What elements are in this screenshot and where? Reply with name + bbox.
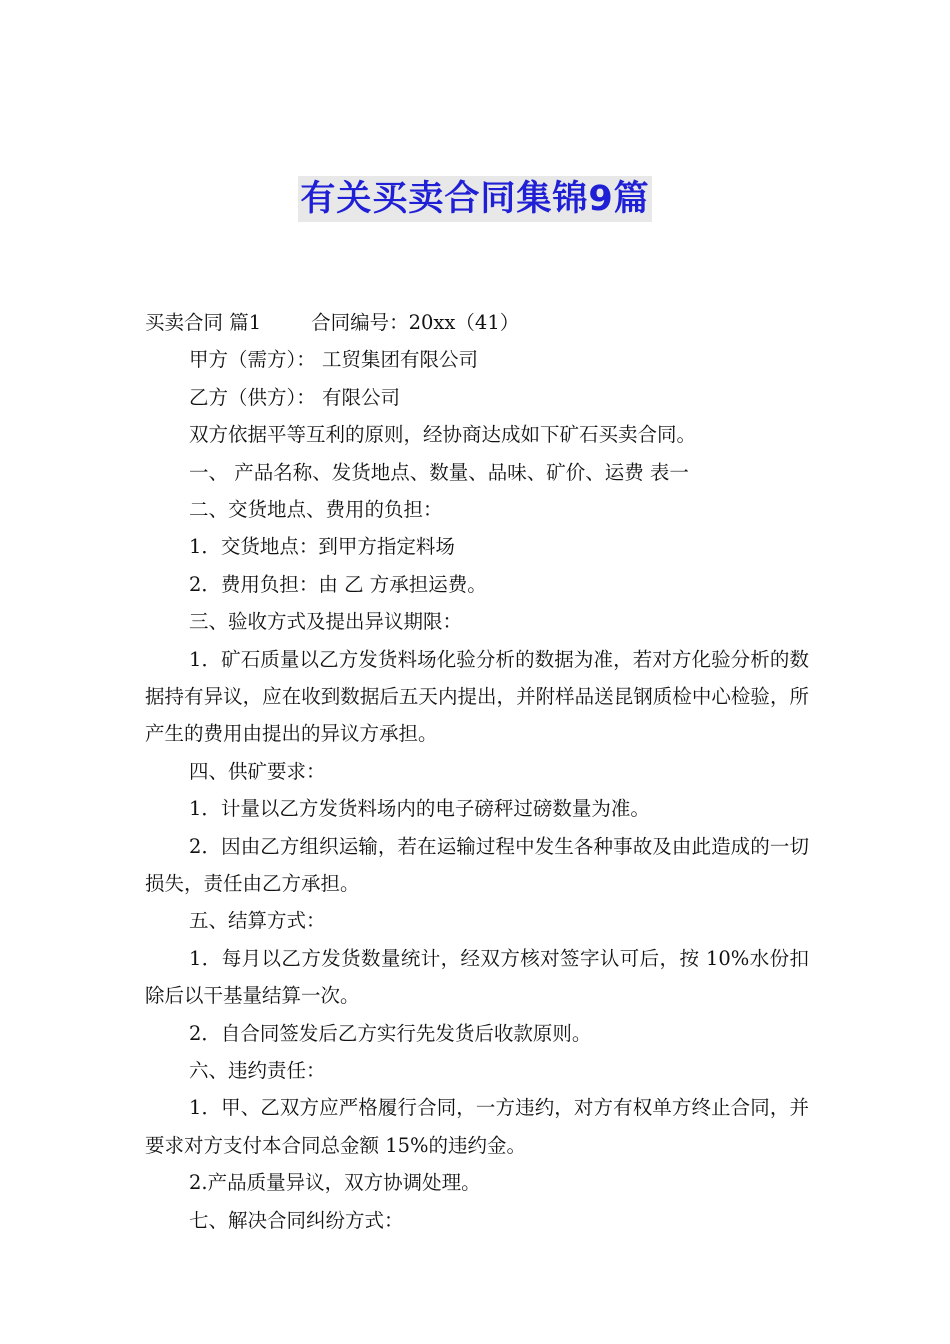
intro-paragraph: 双方依据平等互利的原则，经协商达成如下矿石买卖合同。 <box>189 423 697 447</box>
section-5-item-1: 1．每月以乙方发货数量统计，经双方核对签字认可后，按 10%水份扣除后以干基量结算一次。 <box>145 946 809 1008</box>
section-2-heading: 二、交货地点、费用的负担： <box>189 497 443 521</box>
section-6-item-1: 1．甲、乙双方应严格履行合同，一方违约，对方有权单方终止合同，并要求对方支付本合同总金额 15%的违约金。 <box>145 1096 809 1157</box>
section-6-item-2: 2.产品质量异议，双方协调处理。 <box>189 1171 481 1195</box>
party-b: 乙方（供方）： 有限公司 <box>189 385 400 409</box>
section-3-item-1: 1．矿石质量以乙方发货料场化验分析的数据为准，若对方化验分析的数据持有异议，应在收到数据后五天内提出，并附样品送昆钢质检中心检验，所产生的费用由提出的异议方承担。 <box>145 647 809 746</box>
section-4-item-2: 2．因由乙方组织运输，若在运输过程中发生各种事故及由此造成的一切损失，责任由乙方承担。 <box>145 834 809 895</box>
section-2-item-1: 1．交货地点：到甲方指定料场 <box>189 535 455 559</box>
section-3-heading: 三、验收方式及提出异议期限： <box>189 610 463 634</box>
title-container <box>0 176 950 222</box>
section-header-line <box>145 304 809 341</box>
section-7-heading: 七、解决合同纠纷方式： <box>189 1208 404 1232</box>
section-5-item-2: 2．自合同签发后乙方实行先发货后收款原则。 <box>189 1021 592 1045</box>
section-1-heading: 一、 产品名称、发货地点、数量、品味、矿价、运费 表一 <box>189 460 689 484</box>
document-title: 有关买卖合同集锦9篇 <box>298 176 651 222</box>
section-4-heading: 四、供矿要求： <box>189 759 326 783</box>
section-5-heading: 五、结算方式： <box>189 909 326 933</box>
document-body <box>145 304 809 1239</box>
section-label: 买卖合同 篇1 <box>145 311 262 334</box>
section-4-item-1: 1．计量以乙方发货料场内的电子磅秤过磅数量为准。 <box>189 797 650 821</box>
section-2-item-2: 2．费用负担：由 乙 方承担运费。 <box>189 572 487 596</box>
party-a: 甲方（需方）： 工贸集团有限公司 <box>189 348 478 372</box>
section-6-heading: 六、违约责任： <box>189 1058 326 1082</box>
contract-number: 合同编号：20xx（41） <box>311 311 520 334</box>
